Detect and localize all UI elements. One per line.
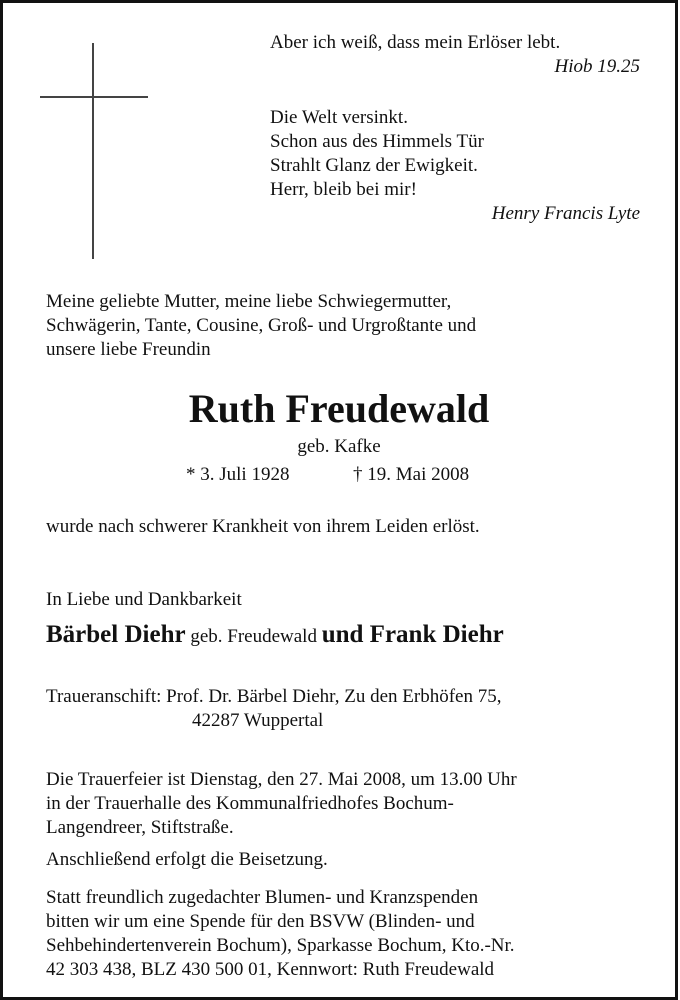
- address: [46, 685, 656, 733]
- cross-icon-bar: [40, 96, 148, 98]
- mourner-name: Bärbel Diehr: [46, 621, 186, 648]
- birth-date: * 3. Juli 1928: [186, 464, 290, 485]
- poem-author: Henry Francis Lyte: [491, 203, 640, 224]
- donation-line: 42 303 438, BLZ 430 500 01, Kennwort: Ruth Freudewald: [46, 959, 495, 980]
- address-line: Traueranschift: Prof. Dr. Bärbel Diehr, Zu den Erbhöfen 75,: [46, 686, 502, 707]
- intro-line: Schwägerin, Tante, Cousine, Groß- und Urgroßtante und: [46, 315, 477, 336]
- poem-line: Strahlt Glanz der Ewigkeit.: [270, 155, 478, 176]
- birth-name: geb. Kafke: [297, 436, 381, 457]
- ceremony-line: Langendreer, Stiftstraße.: [46, 817, 234, 838]
- death-date: † 19. Mai 2008: [353, 464, 470, 485]
- poem: [270, 106, 640, 226]
- poem-line: Schon aus des Himmels Tür: [270, 131, 484, 152]
- verse-source: Hiob 19.25: [554, 56, 640, 77]
- intro-line: Meine geliebte Mutter, meine liebe Schwiegermutter,: [46, 291, 452, 312]
- burial-text: Anschließend erfolgt die Beisetzung.: [46, 849, 328, 870]
- address-line: 42287 Wuppertal: [192, 710, 324, 731]
- ceremony-line: in der Trauerhalle des Kommunalfriedhofes Bochum-: [46, 793, 454, 814]
- ceremony-text: [46, 768, 656, 840]
- donation-text: [46, 886, 656, 982]
- verse-text: Aber ich weiß, dass mein Erlöser lebt.: [270, 32, 561, 53]
- mourner-connector: und Frank Diehr: [321, 621, 504, 648]
- deceased-name: Ruth Freudewald: [188, 386, 490, 431]
- mourner-birth-name: geb. Freudewald: [190, 626, 317, 647]
- donation-line: Statt freundlich zugedachter Blumen- und Kranzspenden: [46, 887, 479, 908]
- bible-verse: [270, 31, 640, 79]
- cross-icon: [92, 43, 94, 259]
- donation-line: Sehbehindertenverein Bochum), Sparkasse Bochum, Kto.-Nr.: [46, 935, 515, 956]
- poem-line: Die Welt versinkt.: [270, 107, 408, 128]
- intro-line: unsere liebe Freundin: [46, 339, 211, 360]
- ceremony-line: Die Trauerfeier ist Dienstag, den 27. Mai 2008, um 13.00 Uhr: [46, 769, 517, 790]
- mourners: [46, 620, 656, 652]
- closing-text: In Liebe und Dankbarkeit: [46, 589, 242, 610]
- released-text: wurde nach schwerer Krankheit von ihrem Leiden erlöst.: [46, 516, 480, 537]
- poem-line: Herr, bleib bei mir!: [270, 179, 417, 200]
- intro-text: [46, 290, 656, 362]
- donation-line: bitten wir um eine Spende für den BSVW (Blinden- und: [46, 911, 475, 932]
